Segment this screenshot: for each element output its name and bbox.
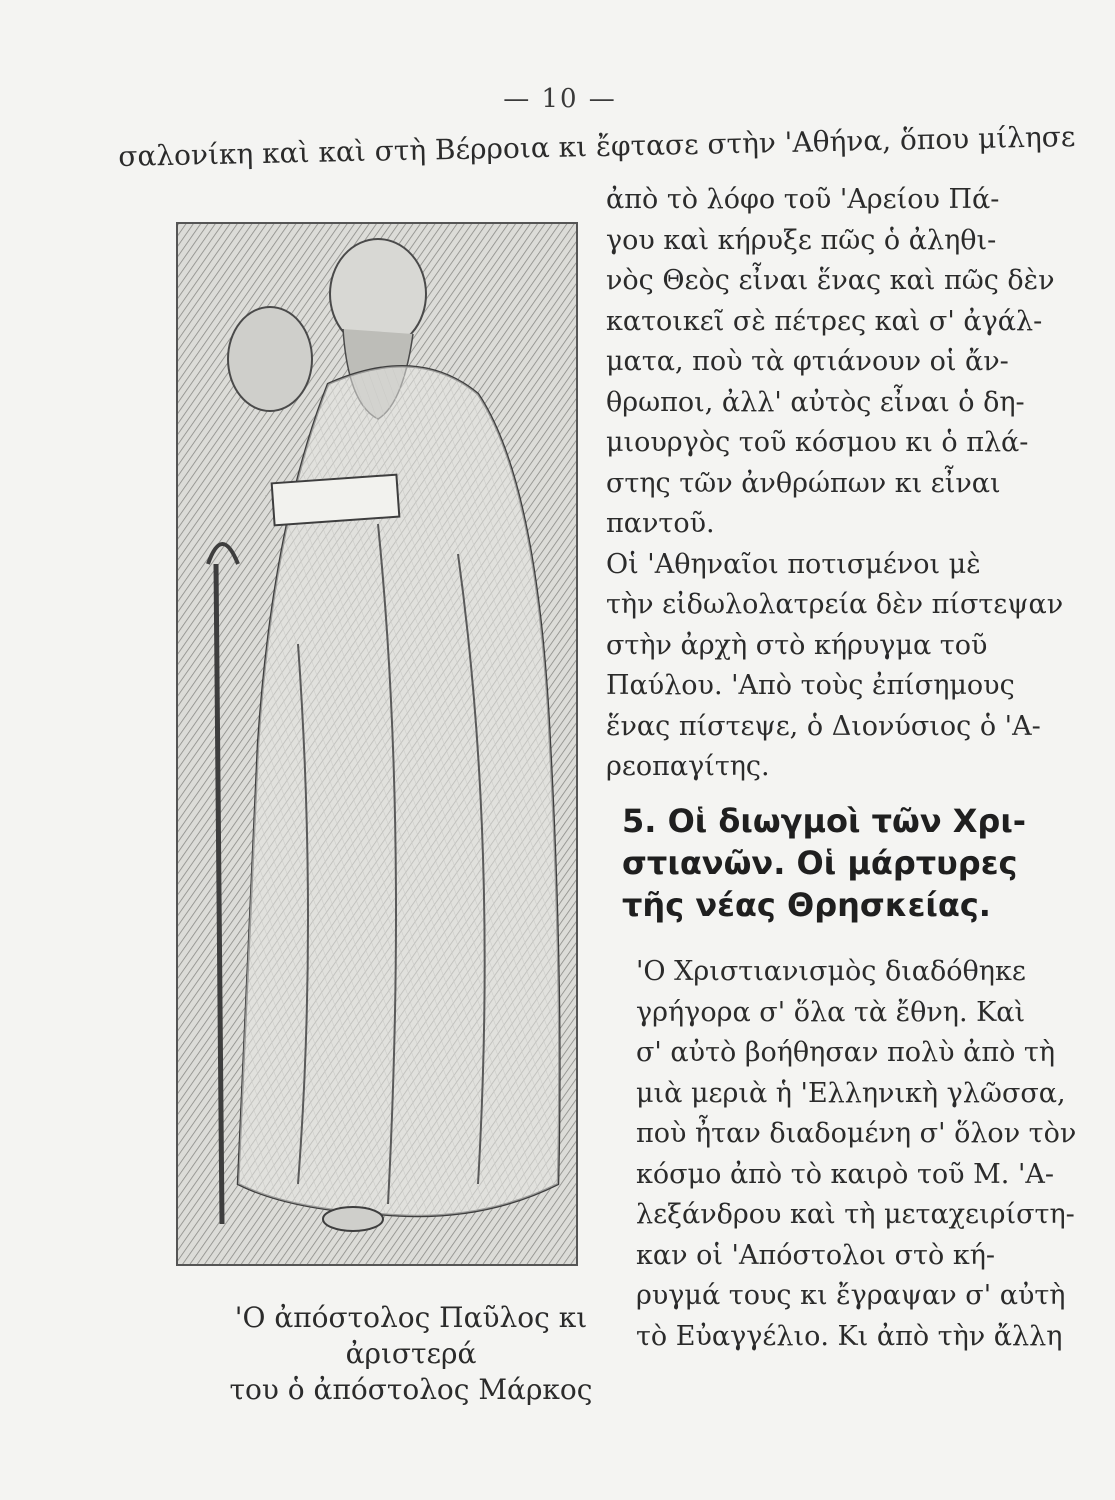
text-line: ποὺ ἦταν διαδομένη σ' ὅλον τὸν	[636, 1118, 1077, 1149]
text-line: γου καὶ κήρυξε πῶς ὁ ἀληθι-	[606, 224, 997, 256]
text-line: κατοικεῖ σὲ πέτρες καὶ σ' ἀγάλ-	[606, 305, 1043, 337]
text-column-top	[606, 180, 1063, 788]
text-line: ματα, ποὺ τὰ φτιάνουν οἱ ἄν-	[606, 346, 1009, 377]
text-line: τὴν εἰδωλολατρεία δὲν πίστεψαν	[606, 589, 1064, 620]
mark-head	[228, 307, 312, 411]
text-line: Παύλου. 'Απὸ τοὺς ἐπίσημους	[606, 670, 1015, 701]
caption-line: του ὁ ἀπόστολος Μάρκος	[229, 1373, 593, 1406]
text-line: ρεοπαγίτης.	[606, 751, 770, 782]
text-line: μιὰ μεριὰ ἡ 'Ελληνικὴ γλῶσσα,	[636, 1077, 1066, 1109]
text-line: ρυγμά τους κι ἔγραψαν σ' αὐτὴ	[636, 1280, 1066, 1311]
heading-line: 5. Οἱ διωγμοὶ τῶν Χρι-	[622, 802, 1027, 840]
heading-line: τῆς νέας Θρησκείας.	[622, 886, 991, 924]
text-line: μιουργὸς τοῦ κόσμου κι ὁ πλά-	[606, 427, 1029, 458]
text-line: θρωποι, ἀλλ' αὐτὸς εἶναι ὁ δη-	[606, 386, 1025, 418]
paragraph-first-line: σαλονίκη καὶ καὶ στὴ Βέρροια κι ἔφτασε στὴν 'Αθήνα, ὅπου μίλησε	[118, 119, 1076, 173]
page-number: — 10 —	[503, 84, 617, 114]
text-line: γρήγορα σ' ὅλα τὰ ἔθνη. Καὶ	[636, 996, 1026, 1028]
text-line: λεξάνδρου καὶ τὴ μεταχειρίστη-	[636, 1199, 1075, 1230]
book	[272, 475, 400, 526]
caption-line: 'Ο ἀπόστολος Παῦλος κι ἀριστερά	[234, 1301, 588, 1370]
text-line: στὴν ἀρχὴ στὸ κήρυγμα τοῦ	[606, 629, 988, 661]
figure-caption	[176, 1300, 646, 1408]
text-line: νὸς Θεὸς εἶναι ἕνας καὶ πῶς δὲν	[606, 265, 1055, 296]
text-column-bottom	[636, 952, 1076, 1357]
text-line: ἀπὸ τὸ λόφο τοῦ 'Αρείου Πά-	[606, 184, 1000, 215]
text-line: τὸ Εὐαγγέλιο. Κι ἀπὸ τὴν ἄλλη	[636, 1320, 1063, 1352]
section-heading	[622, 800, 1062, 926]
heading-line: στιανῶν. Οἱ μάρτυρες	[622, 844, 1018, 882]
text-line: Οἱ 'Αθηναῖοι ποτισμένοι μὲ	[606, 548, 981, 580]
text-line: καν οἱ 'Απόστολοι στὸ κή-	[636, 1239, 995, 1271]
text-line: σ' αὐτὸ βοήθησαν πολὺ ἀπὸ τὴ	[636, 1037, 1056, 1068]
text-line: ἕνας πίστεψε, ὁ Διονύσιος ὁ 'Α-	[606, 710, 1041, 742]
sandal	[323, 1207, 383, 1231]
text-line: κόσμο ἀπὸ τὸ καιρὸ τοῦ Μ. 'Α-	[636, 1158, 1054, 1190]
apostles-engraving	[176, 222, 578, 1266]
text-line: παντοῦ.	[606, 508, 715, 539]
text-line: 'Ο Χριστιανισμὸς διαδόθηκε	[636, 956, 1026, 987]
text-line: στης τῶν ἀνθρώπων κι εἶναι	[606, 467, 1001, 499]
engraving-drawing	[178, 224, 576, 1264]
